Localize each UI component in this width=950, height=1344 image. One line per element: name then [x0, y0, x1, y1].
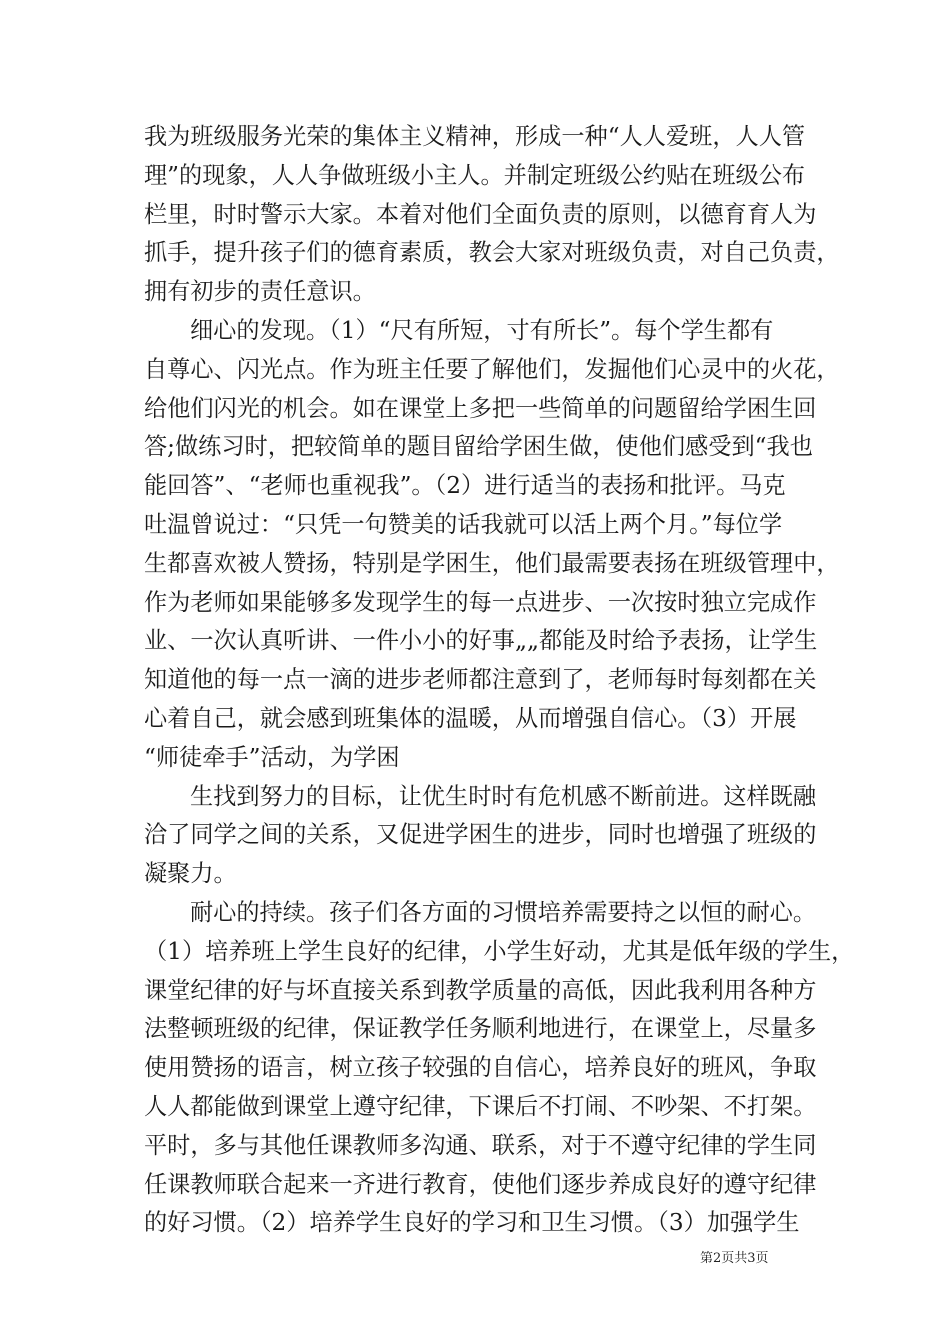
paragraph-2-line: 知道他的每一点一滴的进步老师都注意到了，老师每时每刻都在关 — [144, 666, 817, 694]
paragraph-4-line: 使用赞扬的语言，树立孩子较强的自信心，培养良好的班风，争取 — [144, 1054, 817, 1082]
paragraph-3-line: 洽了同学之间的关系，又促进学困生的进步，同时也增强了班级的 — [144, 821, 817, 849]
paragraph-4-line: （1）培养班上学生良好的纪律，小学生好动，尤其是低年级的学生， — [144, 937, 855, 965]
paragraph-2-line: 心着自己，就会感到班集体的温暖，从而增强自信心。（3）开展 — [144, 704, 797, 732]
paragraph-2-line: 业、一次认真听讲、一件小小的好事„„都能及时给予表扬，让学生 — [144, 627, 818, 655]
paragraph-1-line: 拥有初步的责任意识。 — [144, 278, 376, 306]
paragraph-1-line: 理”的现象，人人争做班级小主人。并制定班级公约贴在班级公布 — [144, 161, 806, 189]
paragraph-2-line: 给他们闪光的机会。如在课堂上多把一些简单的问题留给学困生回 — [144, 394, 817, 422]
paragraph-2-line: “师徒牵手”活动，为学困 — [144, 743, 400, 771]
document-body — [144, 118, 855, 1243]
paragraph-3-line: 凝聚力。 — [144, 860, 237, 888]
paragraph-2-line: 细心的发现。（1）“尺有所短，寸有所长”。每个学生都有 — [190, 316, 774, 344]
paragraph-2-line: 自尊心、闪光点。作为班主任要了解他们，发掘他们心灵中的火花， — [144, 355, 840, 383]
paragraph-4-line: 任课教师联合起来一齐进行教育，使他们逐步养成良好的遵守纪律 — [144, 1170, 817, 1198]
paragraph-4-line: 平时，多与其他任课教师多沟通、联系，对于不遵守纪律的学生同 — [144, 1131, 817, 1159]
paragraph-2-line: 吐温曾说过：“只凭一句赞美的话我就可以活上两个月。”每位学 — [144, 510, 783, 538]
paragraph-2-line: 答;做练习时，把较简单的题目留给学困生做，使他们感受到“我也 — [144, 433, 813, 461]
paragraph-4-line: 人人都能做到课堂上遵守纪律，下课后不打闹、不吵架、不打架。 — [144, 1092, 817, 1120]
paragraph-1-line: 抓手，提升孩子们的德育素质，教会大家对班级负责，对自己负责， — [144, 239, 840, 267]
page-number-footer: 第2页共3页 — [700, 1251, 769, 1266]
paragraph-2-line: 生都喜欢被人赞扬，特别是学困生，他们最需要表扬在班级管理中， — [144, 549, 840, 577]
paragraph-2-line: 作为老师如果能够多发现学生的每一点进步、一次按时独立完成作 — [144, 588, 817, 616]
paragraph-4-line: 耐心的持续。孩子们各方面的习惯培养需要持之以恒的耐心。 — [190, 898, 817, 926]
paragraph-1-line: 栏里，时时警示大家。本着对他们全面负责的原则，以德育育人为 — [144, 200, 817, 228]
paragraph-4-line: 的好习惯。（2）培养学生良好的学习和卫生习惯。（3）加强学生 — [144, 1209, 800, 1237]
paragraph-3-line: 生找到努力的目标，让优生时时有危机感不断前进。这样既融 — [190, 782, 817, 810]
paragraph-2-line: 能回答”、“老师也重视我”。（2）进行适当的表扬和批评。马克 — [144, 472, 786, 500]
paragraph-4-line: 法整顿班级的纪律，保证教学任务顺利地进行，在课堂上，尽量多 — [144, 1015, 817, 1043]
paragraph-1-line: 我为班级服务光荣的集体主义精神，形成一种“人人爱班，人人管 — [144, 123, 806, 150]
paragraph-4-line: 课堂纪律的好与坏直接关系到教学质量的高低，因此我利用各种方 — [144, 976, 817, 1004]
